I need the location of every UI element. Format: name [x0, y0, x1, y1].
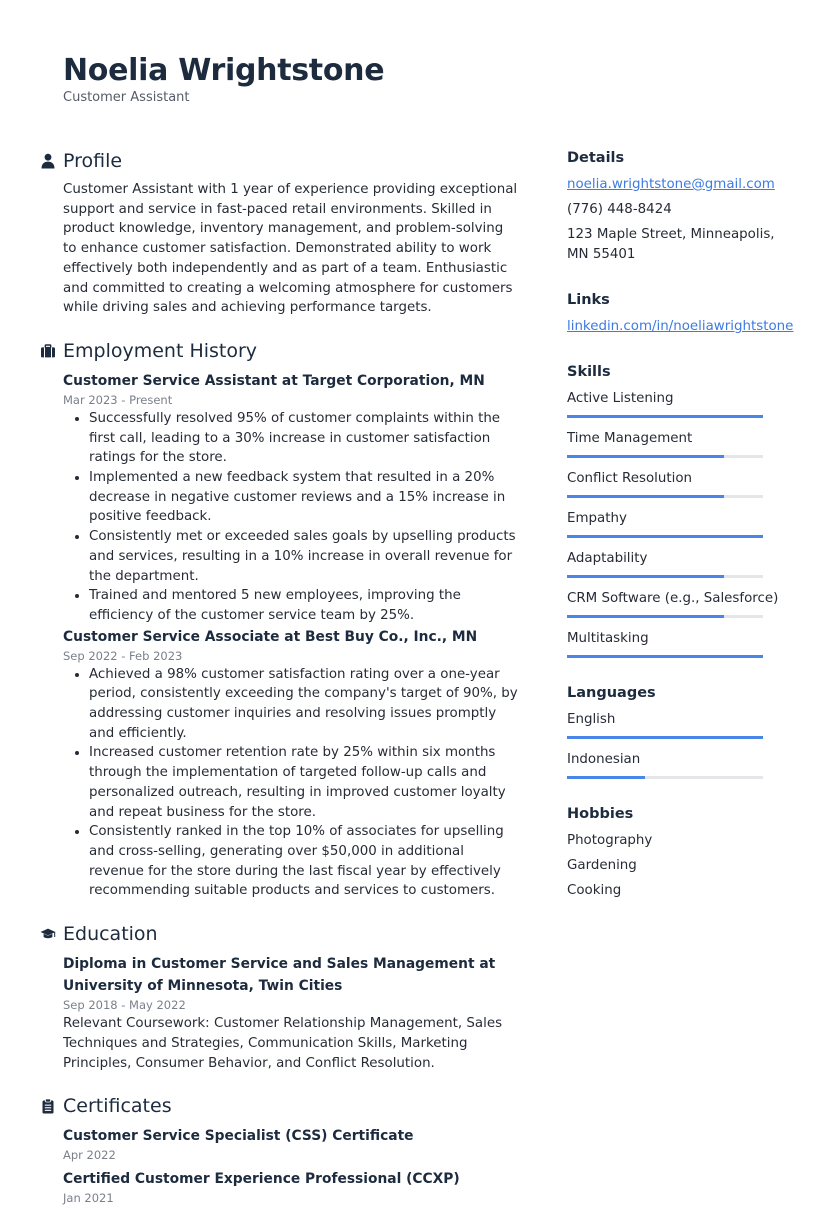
certificate-title: Customer Service Specialist (CSS) Certificate: [63, 1128, 414, 1145]
education-dates: Sep 2018 - May 2022: [63, 998, 186, 1013]
skill-item: [567, 469, 785, 498]
bullet: • Achieved a 98% customer satisfaction rating over a one-year period, consistently exceeding the company's target of 90%, by addressing customer inquiries and resolving issues promptly and efficiently.: [89, 665, 520, 744]
profile-heading: Profile: [63, 150, 123, 172]
skill-level-bar: [567, 575, 763, 578]
skill-name: Conflict Resolution: [567, 471, 693, 486]
certificate-date: Apr 2022: [63, 1148, 116, 1163]
skill-name: Active Listening: [567, 391, 674, 406]
employment-list: [63, 370, 520, 901]
sidebar-column: [567, 148, 794, 926]
certificates-list: [63, 1125, 520, 1207]
bullet: • Successfully resolved 95% of customer complaints within the first call, leading to a 30% increase in customer satisfaction ratings for the store.: [89, 409, 520, 468]
certificates-heading: Certificates: [63, 1095, 172, 1118]
skill-item: [567, 549, 785, 578]
job-dates: Sep 2022 - Feb 2023: [63, 648, 183, 663]
skill-name: Empathy: [567, 511, 627, 526]
skill-item: [567, 629, 785, 658]
education-list: [63, 953, 520, 1073]
details-heading: Details: [567, 150, 625, 166]
links-heading: Links: [567, 292, 610, 308]
skill-item: [567, 389, 785, 418]
skill-level-bar: [567, 495, 763, 498]
candidate-name: Noelia Wrightstone: [63, 53, 385, 88]
certificate-title: Certified Customer Experience Professional (CCXP): [63, 1171, 460, 1188]
briefcase-icon: [40, 343, 56, 359]
profile-text: Customer Assistant with 1 year of experience providing exceptional support and service in fast-paced retail environments. Skilled in product knowledge, inventory management, and problem-solving to enhance customer satisfaction. Demonstrated ability to work effectively both independently and as part of a team. Enthusiastic and committed to creating a welcoming atmosphere for customers while driving sales and achieving performance targets.: [63, 182, 518, 316]
resume-header: [63, 52, 384, 106]
certificate-date: Jan 2021: [63, 1191, 114, 1206]
education-text: Relevant Coursework: Customer Relationship Management, Sales Techniques and Strategies, Communication Skills, Marketing Principles, Consumer Behavior, and Conflict Resolution.: [63, 1016, 503, 1071]
bullet: • Trained and mentored 5 new employees, improving the efficiency of the customer service team by 25%.: [89, 586, 520, 625]
language-item: [567, 750, 785, 779]
skill-item: [567, 509, 785, 538]
hobby-item: Gardening: [567, 858, 637, 873]
skill-name: Time Management: [567, 431, 693, 446]
skill-name: Multitasking: [567, 631, 649, 646]
linkedin-link[interactable]: linkedin.com/in/noeliawrightstone: [567, 319, 794, 334]
bullet: • Increased customer retention rate by 25% within six months through the implementation of targeted follow-up calls and personalized outreach, resulting in improved customer loyalty and repeat business for the store.: [89, 743, 520, 822]
language-level-bar: [567, 776, 763, 779]
bullet: • Consistently ranked in the top 10% of associates for upselling and cross-selling, generating over $50,000 in additional revenue for the store during the last fiscal year by effectively recommending suitable products and services to customers.: [89, 822, 520, 901]
candidate-title: Customer Assistant: [63, 90, 190, 105]
profile-section: [40, 148, 520, 318]
main-column: [40, 148, 520, 1227]
skill-level-bar: [567, 535, 763, 538]
job-bullets: [63, 409, 520, 626]
skill-level-bar: [567, 455, 763, 458]
languages-section: [567, 683, 785, 779]
hobby-item: Cooking: [567, 883, 622, 898]
employment-section: [40, 338, 520, 901]
bullet: • Implemented a new feedback system that resulted in a 20% decrease in negative customer reviews and a 15% increase in positive feedback.: [89, 468, 520, 527]
job-entry: [63, 626, 520, 901]
skills-section: [567, 362, 785, 658]
address: 123 Maple Street, Minneapolis, MN 55401: [567, 227, 775, 262]
job-bullets: [63, 665, 520, 901]
graduation-cap-icon: [40, 926, 56, 942]
email-link[interactable]: noelia.wrightstone@gmail.com: [567, 177, 775, 192]
language-level-bar: [567, 736, 763, 739]
language-name: English: [567, 712, 616, 727]
language-name: Indonesian: [567, 752, 641, 767]
language-item: [567, 710, 785, 739]
skill-name: CRM Software (e.g., Salesforce): [567, 591, 779, 606]
education-section: [40, 921, 520, 1073]
skill-level-bar: [567, 415, 763, 418]
details-section: [567, 148, 785, 265]
job-title: Customer Service Assistant at Target Corporation, MN: [63, 372, 485, 389]
certificates-section: [40, 1093, 520, 1207]
clipboard-icon: [40, 1098, 56, 1114]
hobby-item: Photography: [567, 833, 653, 848]
skill-level-bar: [567, 655, 763, 658]
phone-number: (776) 448-8424: [567, 202, 672, 217]
skill-name: Adaptability: [567, 551, 648, 566]
bullet: • Consistently met or exceeded sales goals by upselling products and services, resulting in a 10% increase in overall revenue for the department.: [89, 527, 520, 586]
languages-heading: Languages: [567, 685, 656, 701]
skill-item: [567, 589, 785, 618]
skill-level-bar: [567, 615, 763, 618]
job-entry: [63, 370, 520, 626]
education-heading: Education: [63, 923, 158, 946]
hobbies-section: [567, 804, 785, 901]
skills-heading: Skills: [567, 364, 611, 380]
person-icon: [40, 153, 56, 169]
job-dates: Mar 2023 - Present: [63, 392, 173, 407]
links-section: [567, 290, 794, 337]
job-title: Customer Service Associate at Best Buy Co., Inc., MN: [63, 628, 478, 645]
employment-heading: Employment History: [63, 339, 258, 362]
skill-item: [567, 429, 785, 458]
hobbies-heading: Hobbies: [567, 806, 634, 822]
education-title: Diploma in Customer Service and Sales Management at University of Minnesota, Twin Cities: [63, 956, 496, 995]
